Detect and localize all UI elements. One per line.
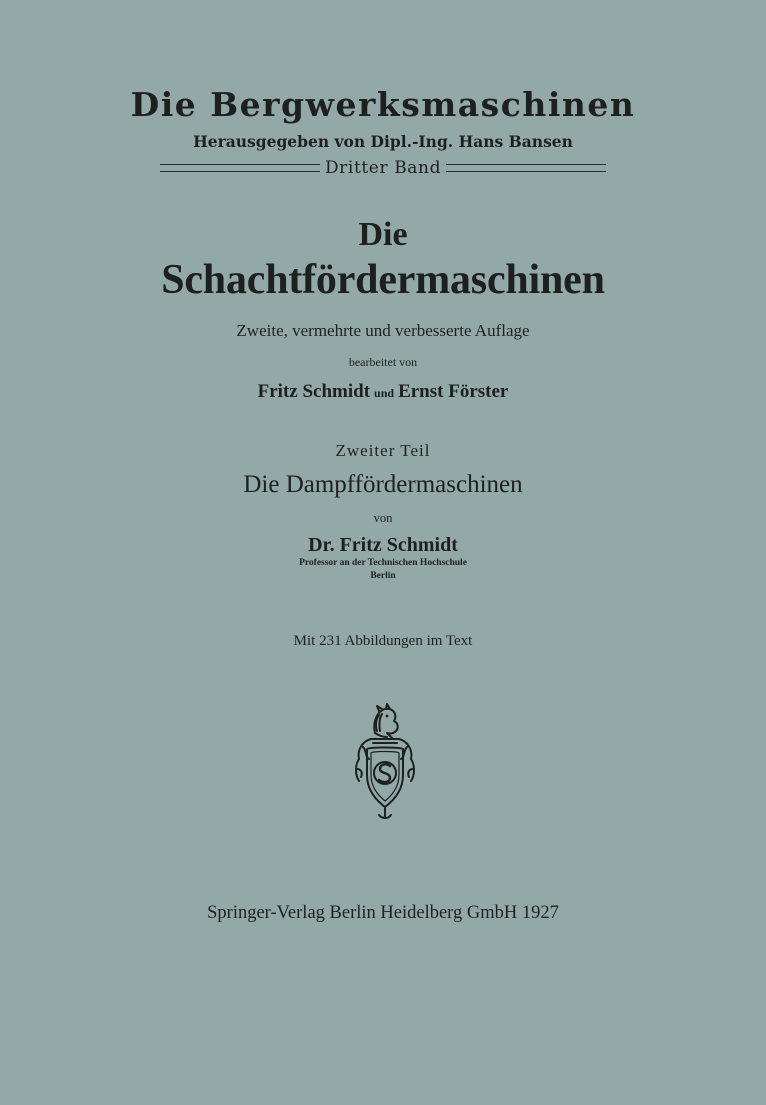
authors-line	[0, 382, 766, 401]
left-double-rule	[160, 164, 320, 172]
right-double-rule	[446, 164, 606, 172]
springer-knight-emblem-icon	[349, 703, 421, 823]
author-position: Professor an der Technischen Hochschule	[299, 558, 467, 568]
series-title: Die Bergwerksmaschinen	[130, 85, 636, 124]
main-title: Schachtfördermaschinen	[161, 257, 605, 303]
part-subtitle: Die Dampffördermaschinen	[243, 471, 523, 498]
by-label: von	[373, 511, 393, 525]
volume-divider	[160, 157, 606, 179]
volume-label: Dritter Band	[324, 158, 442, 178]
publisher-imprint: Springer-Verlag Berlin Heidelberg GmbH 1927	[207, 903, 559, 923]
author-2: Ernst Förster	[398, 381, 509, 402]
part-author: Dr. Fritz Schmidt	[308, 534, 458, 556]
edition-note: Zweite, vermehrte und verbesserte Auflage	[236, 321, 530, 340]
author-connector: und	[374, 386, 395, 400]
revised-by-label: bearbeitet von	[348, 355, 418, 369]
series-editor: Herausgegeben von Dipl.-Ing. Hans Bansen	[193, 132, 573, 151]
part-label: Zweiter Teil	[335, 441, 431, 460]
title-article: Die	[358, 216, 408, 253]
figures-note: Mit 231 Abbildungen im Text	[293, 633, 473, 649]
author-city: Berlin	[370, 571, 396, 581]
author-1: Fritz Schmidt	[257, 381, 371, 402]
